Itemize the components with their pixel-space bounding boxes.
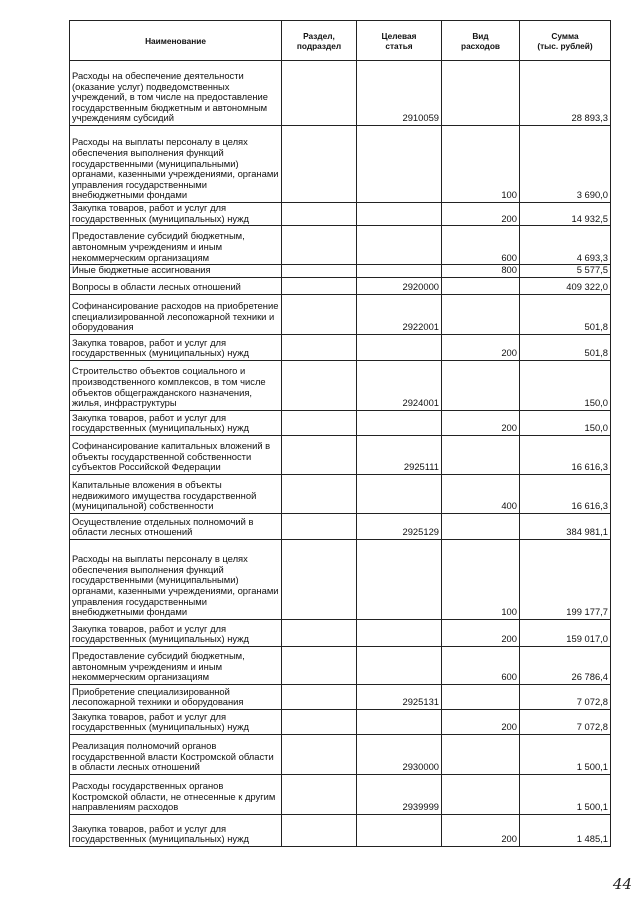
row-section-cell xyxy=(282,61,357,126)
header-name: Наименование xyxy=(70,21,282,61)
table-row xyxy=(70,709,611,734)
row-name-cell: Закупка товаров, работ и услуг для государственных (муниципальных) нужд xyxy=(70,410,282,435)
table-row xyxy=(70,474,611,513)
row-kind-cell xyxy=(442,435,520,474)
row-target-cell xyxy=(357,814,442,846)
row-name-cell: Строительство объектов социального и производственного комплексов, в том числе объектов общегражданского назначения, жилья, инфраструктуры xyxy=(70,360,282,410)
row-kind-cell: 800 xyxy=(442,265,520,278)
table-row xyxy=(70,61,611,126)
table-row xyxy=(70,360,611,410)
row-kind-cell: 100 xyxy=(442,539,520,619)
row-name-cell: Расходы на обеспечение деятельности (оказание услуг) подведомственных учреждений, в том числе на предоставление государственным бюджетным и автономным учреждениям субсидий xyxy=(70,61,282,126)
row-section-cell xyxy=(282,684,357,709)
table-row xyxy=(70,126,611,203)
table-row xyxy=(70,619,611,646)
budget-table xyxy=(69,20,611,847)
row-section-cell xyxy=(282,265,357,278)
row-sum-cell: 7 072,8 xyxy=(520,684,611,709)
row-name-cell: Закупка товаров, работ и услуг для государственных (муниципальных) нужд xyxy=(70,814,282,846)
row-kind-cell xyxy=(442,513,520,539)
table-row xyxy=(70,294,611,334)
row-section-cell xyxy=(282,814,357,846)
row-sum-cell: 16 616,3 xyxy=(520,474,611,513)
table-row xyxy=(70,277,611,294)
row-section-cell xyxy=(282,410,357,435)
row-target-cell: 2939999 xyxy=(357,774,442,814)
row-name-cell: Предоставление субсидий бюджетным, автономным учреждениям и иным некоммерческим организациям xyxy=(70,226,282,265)
table-header-row xyxy=(70,21,611,61)
row-sum-cell: 1 485,1 xyxy=(520,814,611,846)
table-row xyxy=(70,734,611,774)
row-target-cell xyxy=(357,646,442,684)
row-kind-cell: 600 xyxy=(442,646,520,684)
header-section: Раздел, подраздел xyxy=(282,21,357,61)
row-target-cell: 2930000 xyxy=(357,734,442,774)
row-target-cell: 2925111 xyxy=(357,435,442,474)
row-kind-cell xyxy=(442,774,520,814)
header-kind: Вид расходов xyxy=(442,21,520,61)
row-sum-cell: 16 616,3 xyxy=(520,435,611,474)
row-sum-cell: 1 500,1 xyxy=(520,734,611,774)
table-row xyxy=(70,539,611,619)
row-kind-cell xyxy=(442,684,520,709)
page-number: 44 xyxy=(612,875,632,893)
row-kind-cell: 200 xyxy=(442,619,520,646)
row-target-cell xyxy=(357,126,442,203)
row-target-cell xyxy=(357,265,442,278)
table-row xyxy=(70,203,611,226)
row-target-cell xyxy=(357,334,442,360)
row-name-cell: Расходы на выплаты персоналу в целях обеспечения выполнения функций государственными (муниципальными) органами, казенными учреждениями, органами управления государственными внебюджетными фондами xyxy=(70,126,282,203)
row-sum-cell: 150,0 xyxy=(520,360,611,410)
row-sum-cell: 199 177,7 xyxy=(520,539,611,619)
table-row xyxy=(70,265,611,278)
row-section-cell xyxy=(282,709,357,734)
row-kind-cell xyxy=(442,294,520,334)
row-name-cell: Закупка товаров, работ и услуг для государственных (муниципальных) нужд xyxy=(70,619,282,646)
row-sum-cell: 4 693,3 xyxy=(520,226,611,265)
table-row xyxy=(70,646,611,684)
row-name-cell: Софинансирование капитальных вложений в объекты государственной собственности субъектов Российской Федерации xyxy=(70,435,282,474)
row-name-cell: Приобретение специализированной лесопожарной техники и оборудования xyxy=(70,684,282,709)
row-sum-cell: 26 786,4 xyxy=(520,646,611,684)
row-section-cell xyxy=(282,334,357,360)
row-section-cell xyxy=(282,539,357,619)
row-kind-cell xyxy=(442,277,520,294)
row-name-cell: Закупка товаров, работ и услуг для государственных (муниципальных) нужд xyxy=(70,709,282,734)
row-target-cell: 2925131 xyxy=(357,684,442,709)
table-row xyxy=(70,513,611,539)
row-section-cell xyxy=(282,294,357,334)
row-name-cell: Капитальные вложения в объекты недвижимого имущества государственной (муниципальной) собственности xyxy=(70,474,282,513)
row-section-cell xyxy=(282,774,357,814)
row-sum-cell: 384 981,1 xyxy=(520,513,611,539)
table-row xyxy=(70,814,611,846)
row-sum-cell: 14 932,5 xyxy=(520,203,611,226)
row-target-cell xyxy=(357,709,442,734)
row-kind-cell: 600 xyxy=(442,226,520,265)
row-section-cell xyxy=(282,646,357,684)
table-row xyxy=(70,684,611,709)
row-name-cell: Осуществление отдельных полномочий в области лесных отношений xyxy=(70,513,282,539)
row-section-cell xyxy=(282,513,357,539)
row-section-cell xyxy=(282,203,357,226)
table-row xyxy=(70,774,611,814)
row-target-cell: 2924001 xyxy=(357,360,442,410)
row-sum-cell: 1 500,1 xyxy=(520,774,611,814)
row-target-cell: 2922001 xyxy=(357,294,442,334)
row-sum-cell: 159 017,0 xyxy=(520,619,611,646)
row-kind-cell xyxy=(442,61,520,126)
row-name-cell: Реализация полномочий органов государственной власти Костромской области в области лесных отношений xyxy=(70,734,282,774)
row-sum-cell: 3 690,0 xyxy=(520,126,611,203)
row-name-cell: Расходы на выплаты персоналу в целях обеспечения выполнения функций государственными (муниципальными) органами, казенными учреждениями, органами управления государственными внебюджетными фондами xyxy=(70,539,282,619)
row-kind-cell xyxy=(442,734,520,774)
row-target-cell: 2925129 xyxy=(357,513,442,539)
row-name-cell: Предоставление субсидий бюджетным, автономным учреждениям и иным некоммерческим организациям xyxy=(70,646,282,684)
row-name-cell: Закупка товаров, работ и услуг для государственных (муниципальных) нужд xyxy=(70,334,282,360)
row-sum-cell: 5 577,5 xyxy=(520,265,611,278)
row-name-cell: Вопросы в области лесных отношений xyxy=(70,277,282,294)
row-sum-cell: 28 893,3 xyxy=(520,61,611,126)
row-kind-cell: 200 xyxy=(442,709,520,734)
row-section-cell xyxy=(282,226,357,265)
row-sum-cell: 150,0 xyxy=(520,410,611,435)
row-section-cell xyxy=(282,619,357,646)
row-section-cell xyxy=(282,734,357,774)
row-target-cell xyxy=(357,410,442,435)
row-sum-cell: 7 072,8 xyxy=(520,709,611,734)
table-row xyxy=(70,435,611,474)
row-name-cell: Иные бюджетные ассигнования xyxy=(70,265,282,278)
row-kind-cell: 200 xyxy=(442,203,520,226)
table-row xyxy=(70,334,611,360)
row-sum-cell: 409 322,0 xyxy=(520,277,611,294)
row-target-cell xyxy=(357,539,442,619)
header-sum: Сумма (тыс. рублей) xyxy=(520,21,611,61)
row-target-cell xyxy=(357,619,442,646)
row-sum-cell: 501,8 xyxy=(520,334,611,360)
row-sum-cell: 501,8 xyxy=(520,294,611,334)
row-name-cell: Софинансирование расходов на приобретение специализированной лесопожарной техники и оборудования xyxy=(70,294,282,334)
row-kind-cell: 200 xyxy=(442,410,520,435)
row-kind-cell: 400 xyxy=(442,474,520,513)
row-target-cell xyxy=(357,226,442,265)
table-row xyxy=(70,226,611,265)
row-section-cell xyxy=(282,435,357,474)
row-kind-cell: 100 xyxy=(442,126,520,203)
row-name-cell: Закупка товаров, работ и услуг для государственных (муниципальных) нужд xyxy=(70,203,282,226)
row-target-cell: 2910059 xyxy=(357,61,442,126)
row-section-cell xyxy=(282,277,357,294)
header-target: Целевая статья xyxy=(357,21,442,61)
row-section-cell xyxy=(282,360,357,410)
row-section-cell xyxy=(282,126,357,203)
row-target-cell xyxy=(357,474,442,513)
row-section-cell xyxy=(282,474,357,513)
row-kind-cell xyxy=(442,360,520,410)
row-name-cell: Расходы государственных органов Костромской области, не отнесенные к другим направлениям расходов xyxy=(70,774,282,814)
row-target-cell xyxy=(357,203,442,226)
table-row xyxy=(70,410,611,435)
row-kind-cell: 200 xyxy=(442,814,520,846)
row-target-cell: 2920000 xyxy=(357,277,442,294)
row-kind-cell: 200 xyxy=(442,334,520,360)
